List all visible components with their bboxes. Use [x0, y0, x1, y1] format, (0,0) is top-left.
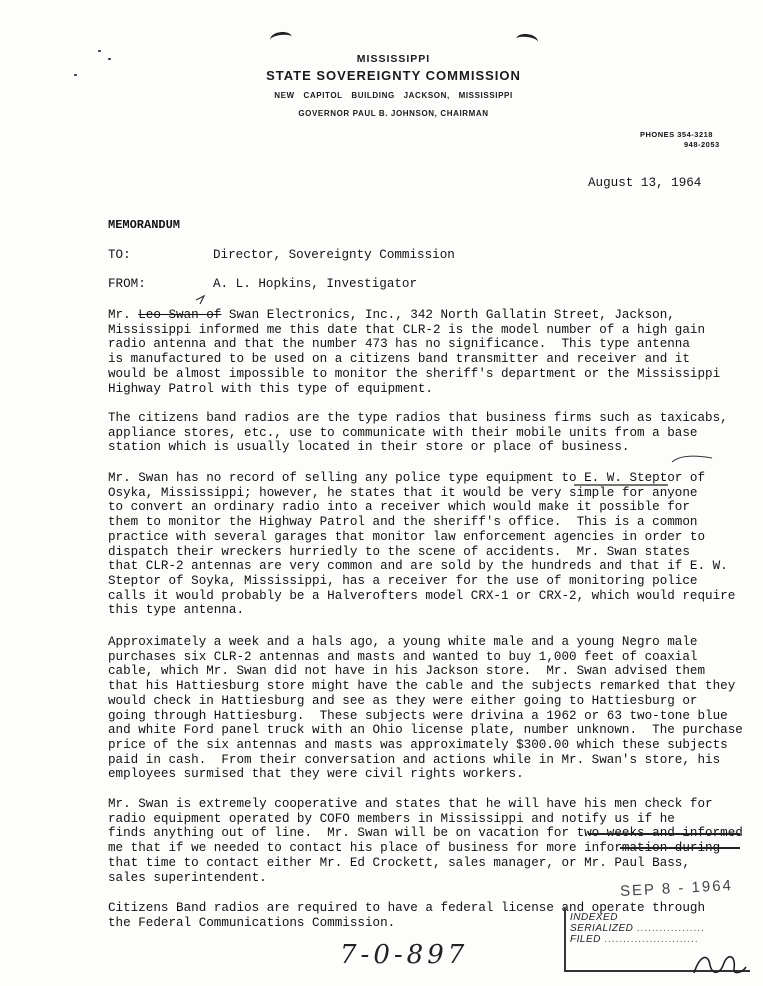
- letterhead-commission-name: STATE SOVEREIGNTY COMMISSION: [266, 68, 521, 83]
- paragraph-1: [108, 308, 748, 396]
- phones-line-2: 948-2053: [684, 140, 720, 149]
- to-value: Director, Sovereignty Commission: [213, 248, 455, 262]
- stamp-indexed: [570, 912, 618, 923]
- memo-heading: MEMORANDUM: [108, 218, 181, 232]
- stamp-serialized-label: SERIALIZED: [570, 923, 634, 934]
- pen-check-mark: [196, 296, 204, 304]
- paragraph-3: Mr. Swan has no record of selling any police type equipment to E. W. Steptor of Osyka, Mississippi; however, he states that it would be very simple for anyone to convert an ordinary radio into a receiver which would make it possible for them to monitor the Highway Patrol and the sheriff's office. This is a common practice with several garages that monitor law enforcement agencies in order to dispatch their wreckers hurriedly to the scene of accidents. Mr. Swan states that CLR-2 antennas are very common and are sold by the hundreds and that if E. W. Steptor of Soyka, Mississippi, has a receiver for the use of monitoring police calls it would probably be a Halverofters model CRX-1 or CRX-2, which would require this type antenna.: [108, 471, 736, 618]
- paragraph-4: Approximately a week and a hals ago, a young white male and a young Negro male purchases six CLR-2 antennas and masts and wanted to buy 1,000 feet of coaxial cable, which Mr. Swan did not have in his Jackson store. Mr. Swan advised them that his Hattiesburg store might have the cable and the subjects remarked that they would check in Hattiesburg and see as they were either going to Hattiesburg or going through Hattiesburg. These subjects were drivina a 1962 or 63 two-tone blue and white Ford panel truck with an Ohio license plate, number unknown. The purchase price of the six antennas and masts was approximately $300.00 which these subjects paid in cash. From their conversation and actions while in Mr. Swan's store, his employees surmised that they were civil rights workers.: [108, 635, 743, 782]
- paragraph-6: Citizens Band radios are required to have a federal license and operate through the Federal Communications Commission.: [108, 901, 706, 930]
- letterhead-mark-left: [269, 31, 293, 47]
- letterhead-mark-right: [515, 33, 539, 49]
- phones-line-1: PHONES 354-3218: [640, 130, 713, 139]
- handwritten-initials: [690, 945, 750, 980]
- to-label: TO:: [108, 248, 131, 262]
- paragraph-1-prefix: Mr.: [108, 308, 139, 322]
- file-number: 7-0-897: [340, 940, 469, 970]
- paragraph-1-body: Swan Electronics, Inc., 342 North Gallatin Street, Jackson, Mississippi informed me this date that CLR-2 is the model number of a high gain radio antenna and that the number 473 has no significance. This type antenna is manufactured to be used on a citizens band transmitter and receiver and it would be almost impossible to monitor the sheriff's department or the Mississippi Highway Patrol with this type of equipment.: [108, 308, 721, 396]
- letterhead-address: NEW CAPITOL BUILDING JACKSON, MISSISSIPPI: [274, 91, 513, 100]
- letterhead-phones: [640, 130, 720, 150]
- letterhead-governor: GOVERNOR PAUL B. JOHNSON, CHAIRMAN: [298, 109, 489, 118]
- stamp-dots: ..................: [633, 923, 706, 934]
- from-label: FROM:: [108, 277, 146, 291]
- stamp-filed: [570, 934, 699, 945]
- stamp-filed-label: FILED: [570, 934, 601, 945]
- pen-circle-mark: [672, 456, 712, 462]
- stamp-indexed-label: INDEXED: [570, 912, 618, 923]
- letterhead-state: MISSISSIPPI: [356, 53, 431, 65]
- paragraph-1-struck-text: Leo Swan of: [138, 308, 222, 322]
- stamp-date: SEP 8 - 1964: [619, 877, 734, 900]
- stamp-dots: .........................: [600, 934, 700, 945]
- scan-speck: [98, 50, 101, 52]
- paragraph-5: Mr. Swan is extremely cooperative and states that he will have his men check for radio equipment operated by COFO members in Mississippi and notify us if he finds anything out of line. Mr. Swan will be on vacation for two weeks and informed me that if we needed to contact his place of business for more information during that time to contact either Mr. Ed Crockett, sales manager, or Mr. Paul Bass, sales superintendent.: [108, 797, 743, 885]
- memo-date: August 13, 1964: [588, 176, 702, 190]
- paragraph-2: The citizens band radios are the type radios that business firms such as taxicabs, appliance stores, etc., use to communicate with their mobile units from a base station which is usually located in their store or place of business.: [108, 411, 728, 455]
- from-value: A. L. Hopkins, Investigator: [213, 277, 418, 291]
- stamp-serialized: [570, 923, 705, 934]
